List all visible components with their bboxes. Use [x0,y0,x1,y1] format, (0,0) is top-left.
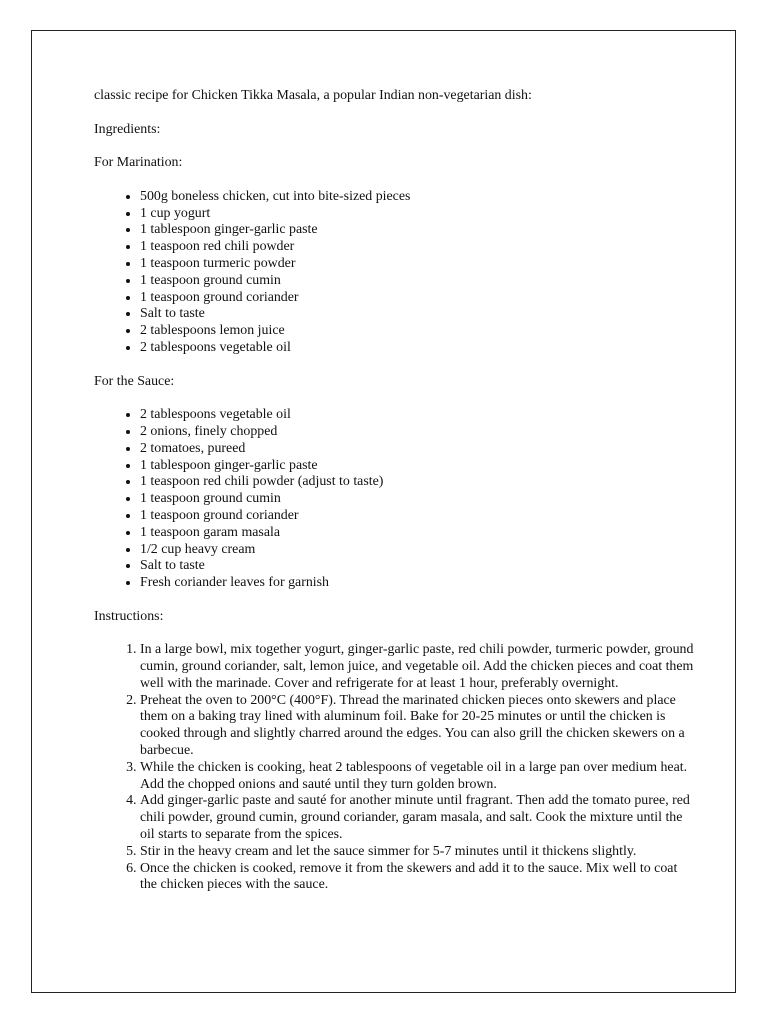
list-item: • 2 tomatoes, pureed [140,441,694,458]
list-item: • 2 tablespoons vegetable oil [140,407,694,424]
list-item: • 1 cup yogurt [140,206,694,223]
sauce-list [94,407,694,592]
list-item: • 1 teaspoon ground cumin [140,273,694,290]
sauce-heading: For the Sauce: [94,373,175,389]
list-item: • 2 tablespoons vegetable oil [140,340,694,357]
instructions-heading: Instructions: [94,608,164,624]
ingredients-heading: Ingredients: [94,121,161,137]
list-item: • 1 teaspoon ground coriander [140,290,694,307]
list-item: • 1 teaspoon red chili powder (adjust to taste) [140,474,694,491]
instruction-step: 4. Add ginger-garlic paste and sauté for another minute until fragrant. Then add the tomato puree, red chili powder, ground cumin, ground coriander, garam masala, and salt. Cook the mixture until the oil starts to separate from the spices. [140,793,694,843]
list-item: • Fresh coriander leaves for garnish [140,575,694,592]
list-item: • Salt to taste [140,558,694,575]
list-item: • 500g boneless chicken, cut into bite-sized pieces [140,189,694,206]
list-item: • 1/2 cup heavy cream [140,542,694,559]
marination-heading: For Marination: [94,155,183,171]
list-item: • 2 onions, finely chopped [140,424,694,441]
list-item: • Salt to taste [140,306,694,323]
document-content [94,88,694,911]
list-item: • 1 tablespoon ginger-garlic paste [140,222,694,239]
list-item: • 1 teaspoon ground cumin [140,491,694,508]
instruction-step: 6. Once the chicken is cooked, remove it from the skewers and add it to the sauce. Mix well to coat the chicken pieces with the sauce. [140,861,694,895]
instruction-step: 2. Preheat the oven to 200°C (400°F). Thread the marinated chicken pieces onto skewers and place them on a baking tray lined with aluminum foil. Bake for 20-25 minutes or until the chicken is cooked through and slightly charred around the edges. You can also grill the chicken skewers on a barbecue. [140,693,694,760]
list-item: • 1 teaspoon turmeric powder [140,256,694,273]
document-page [31,30,736,993]
list-item: • 1 teaspoon ground coriander [140,508,694,525]
list-item: • 2 tablespoons lemon juice [140,323,694,340]
list-item: • 1 teaspoon red chili powder [140,239,694,256]
instruction-step: 3. While the chicken is cooking, heat 2 tablespoons of vegetable oil in a large pan over medium heat. Add the chopped onions and sauté until they turn golden brown. [140,760,694,794]
instruction-step: 5. Stir in the heavy cream and let the sauce simmer for 5-7 minutes until it thickens slightly. [140,844,694,861]
intro-text: classic recipe for Chicken Tikka Masala, a popular Indian non-vegetarian dish: [94,88,532,103]
instruction-step: 1. In a large bowl, mix together yogurt, ginger-garlic paste, red chili powder, turmeric powder, ground cumin, ground coriander, salt, lemon juice, and vegetable oil. Add the chicken pieces and coat them well with the marinade. Cover and refrigerate for at least 1 hour, preferably overnight. [140,642,694,692]
instructions-list [94,642,694,894]
list-item: • 1 tablespoon ginger-garlic paste [140,458,694,475]
marination-list [94,189,694,357]
list-item: • 1 teaspoon garam masala [140,525,694,542]
